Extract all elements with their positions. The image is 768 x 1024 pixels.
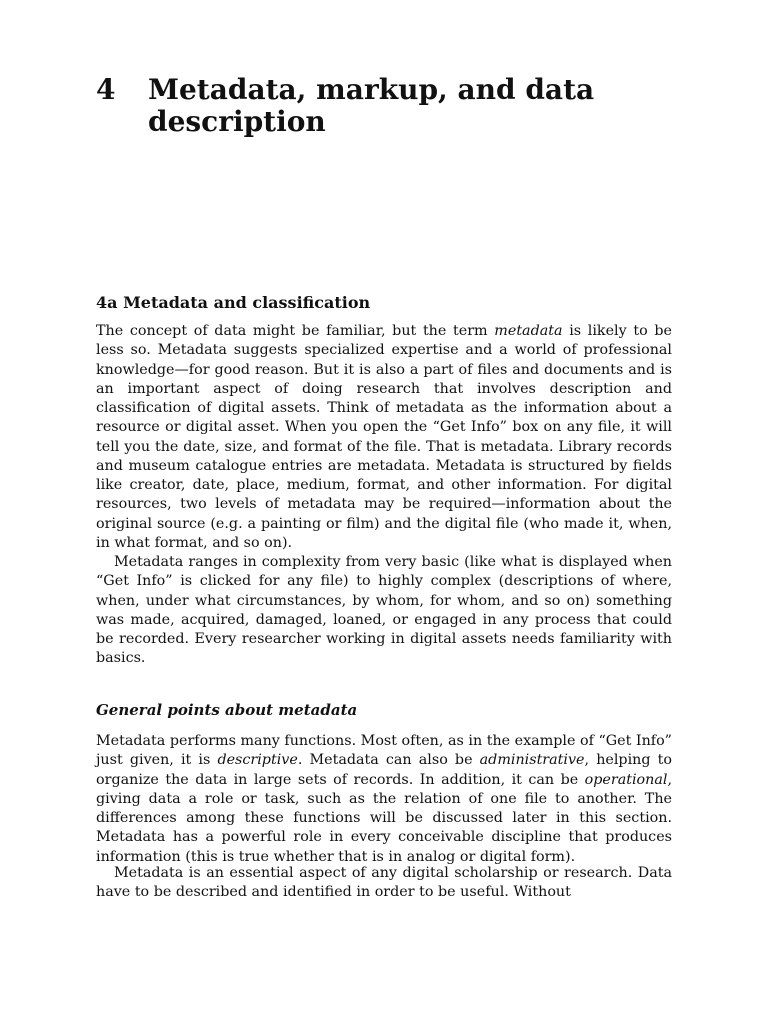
emphasis-administrative: administrative (479, 752, 585, 769)
chapter-number: 4 (96, 73, 116, 106)
text-run: The concept of data might be familiar, but the term (96, 323, 495, 339)
subsection-paragraph-2: Metadata is an essential aspect of any digital scholarship or research. Data have to be described and identified in order to be useful. Without (96, 865, 672, 901)
subsection-paragraph-1 (96, 732, 672, 867)
text-run: . Metadata can also be (297, 752, 480, 769)
section-paragraph-2: Metadata ranges in complexity from very basic (like what is displayed when “Get Info” is clicked for any file) to highly complex (descriptions of where, when, under what circumstances, by whom, for whom, and so on) something was made, acquired, damaged, loaned, or engaged in any process that could be recorded. Every researcher working in digital assets needs familiarity with basics. (96, 554, 672, 667)
text-run: , giving data a role or task, such as the relation of one file to another. The differences among these functions will be discussed later in this section. Metadata has a powerful role in every conceivable discipline that produces information (this is true whether that is in analog or digital form). (96, 771, 672, 865)
emphasis-descriptive: descriptive (217, 752, 298, 769)
section-paragraph-1 (96, 322, 672, 553)
section-heading: 4a Metadata and classification (96, 293, 371, 312)
chapter-heading (96, 74, 676, 138)
emphasis-operational: operational (584, 771, 668, 788)
text-run: Metadata performs many functions. Most often, as in the example of “Get Info” just given, it is (96, 733, 672, 769)
text-run: is likely to be less so. Metadata suggests specialized expertise and a world of professional knowledge—for good reason. But it is also a part of files and documents and is an important aspect of doing research that involves description and classification of digital assets. Think of metadata as the information about a resource or digital asset. When you open the “Get Info” box on any file, it will tell you the date, size, and format of the file. That is metadata. Library records and museum catalogue entries are metadata. Metadata is structured by fields like creator, date, place, medium, format, and other information. For digital resources, two levels of metadata may be required—information about the original source (e.g. a painting or film) and the digital file (who made it, when, in what format, and so on). (96, 323, 672, 551)
subsection-heading: General points about metadata (96, 701, 358, 719)
text-run: , helping to organize the data in large sets of records. In addition, it can be (96, 752, 672, 788)
chapter-title: Metadata, markup, and data description (148, 73, 595, 138)
emphasis-metadata: metadata (494, 323, 563, 339)
